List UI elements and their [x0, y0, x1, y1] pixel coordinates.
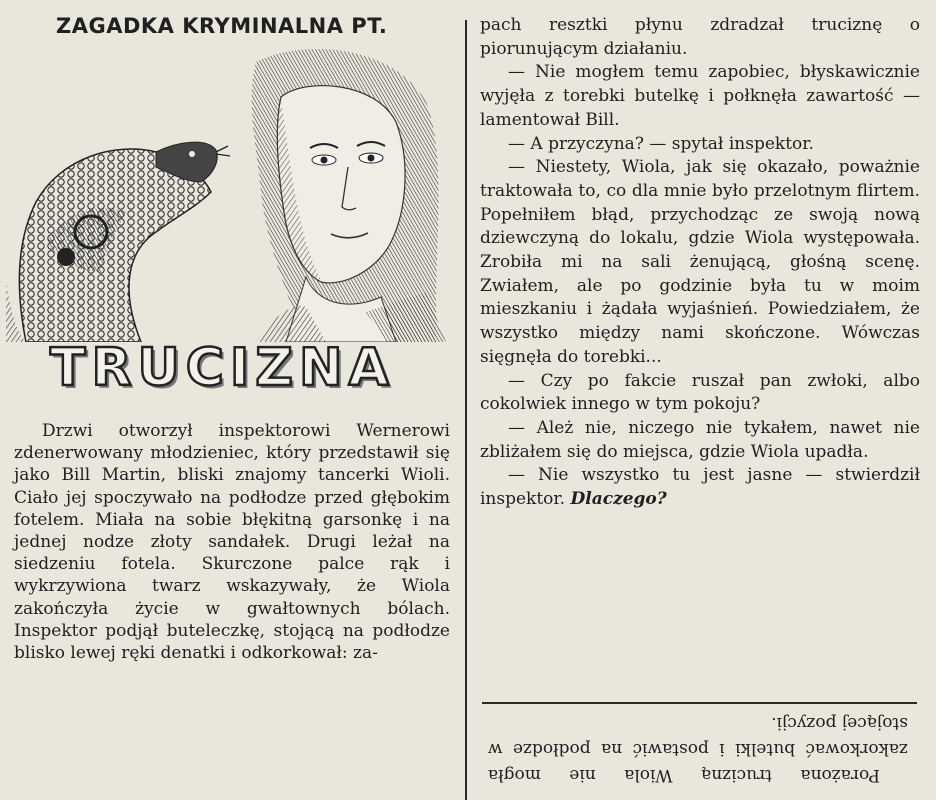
headline: TRUCIZNA: [50, 338, 395, 398]
right-paragraph-2: — Nie mogłem temu zapobiec, błyskawicznie wyjęła z torebki butelkę i połknęła zawartość — lamentował Bill.: [480, 62, 920, 130]
right-paragraph-5: — Czy po fakcie ruszał pan zwłoki, albo cokolwiek innego w tym pokoju?: [480, 370, 920, 415]
right-column-text: [480, 14, 920, 512]
right-paragraph-3: — A przyczyna? — spytał inspektor.: [508, 133, 814, 154]
section-title: ZAGADKA KRYMINALNA PT.: [56, 14, 388, 38]
right-paragraph-7: [480, 464, 920, 511]
answer-divider: [482, 702, 917, 704]
snake-woman-illustration: [6, 42, 446, 342]
upside-down-answer: Porażona trucizną Wiola nie mogła zakorkować butelki i postawić na podłodze w stojącej pozycji.: [488, 713, 908, 785]
left-column-text: [14, 420, 450, 664]
closing-statement: — Nie wszystko tu jest jasne — stwierdził inspektor.: [480, 465, 920, 510]
right-paragraph-6: — Ależ nie, niczego nie tykałem, nawet nie zbliżałem się do miejsca, gdzie Wiola upadła.: [480, 417, 920, 462]
left-paragraph: Drzwi otworzył inspektorowi Wernerowi zdenerwowany młodzieniec, który przedstawił się jako Bill Martin, bliski znajomy tancerki Wioli. Ciało jej spoczywało na podłodze przed głębokim fotelem. Miała na sobie błękitną garsonkę i na jednej nodze złoty sandałek. Drugi leżał na siedzeniu fotela. Skurczone palce rąk i wykrzywiona twarz wskazywały, że Wiola zakończyła życie w gwałtownych bólach. Inspektor podjął buteleczkę, stojącą na podłodze blisko lewej ręki denatki i odkorkował: za-: [14, 421, 450, 664]
right-paragraph-4: — Niestety, Wiola, jak się okazało, poważnie traktowała to, co dla mnie było przelotnym flirtem. Popełniłem błąd, przychodząc ze swoją nową dziewczyną do lokalu, gdzie Wiola występowała. Zrobiła mi na sali żenującą, głośną scenę. Zwiałem, ale po godzinie była tu w moim mieszkaniu i żądała wyjaśnień. Powiedziałem, że wszystko między nami skończone. Wówczas sięgnęła do torebki...: [480, 157, 920, 367]
right-paragraph-1: pach resztki płynu zdradzał truciznę o piorunującym działaniu.: [480, 15, 920, 59]
question: Dlaczego?: [570, 489, 667, 510]
column-divider: [465, 20, 467, 800]
